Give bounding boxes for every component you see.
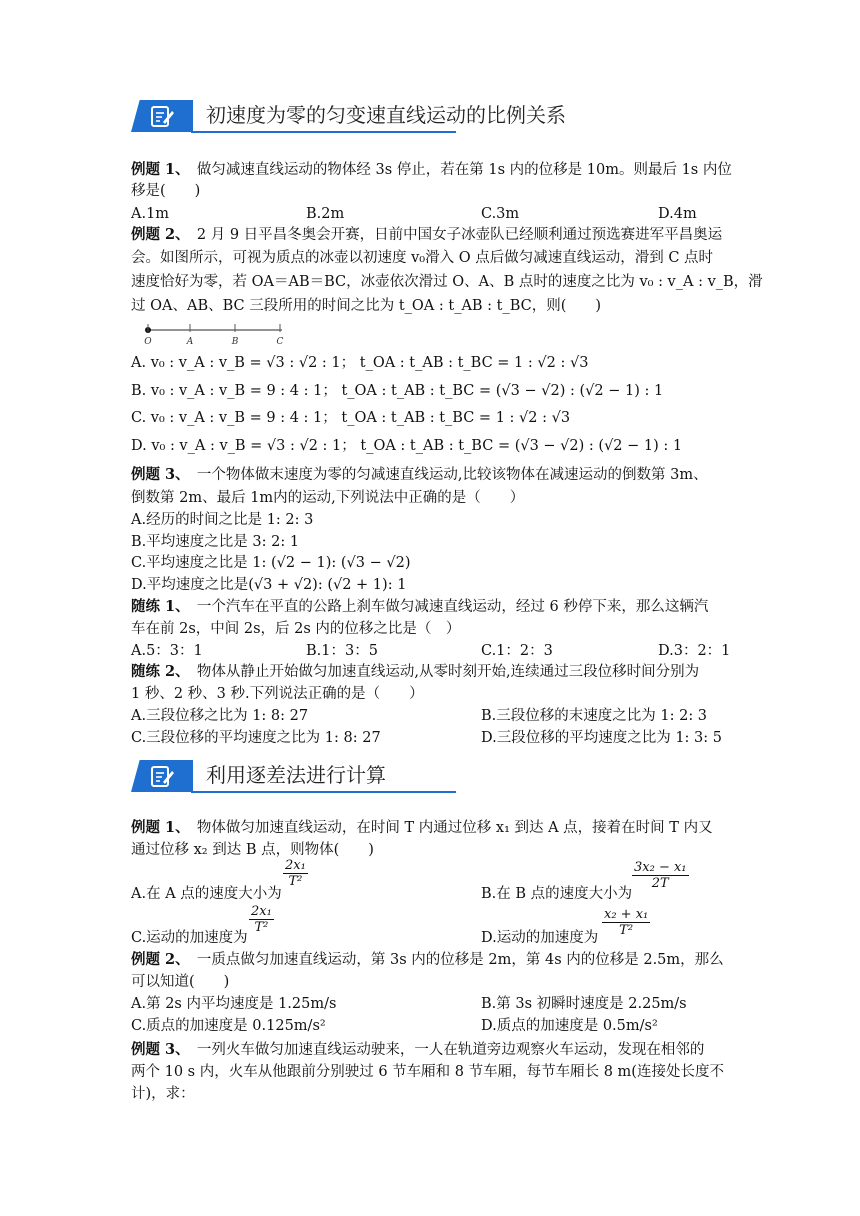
problem-line: 会。如图所示，可视为质点的冰壶以初速度 v₀滑入 O 点后做匀减速直线运动，滑到 C 点时 bbox=[131, 250, 714, 266]
option-c: C.3m bbox=[481, 206, 520, 222]
heading-underline bbox=[191, 791, 456, 793]
track-diagram bbox=[140, 322, 300, 346]
option-a: A.三段位移之比为 1: 8: 27 bbox=[131, 708, 309, 724]
option-b: B.第 3s 初瞬时速度是 2.25m/s bbox=[481, 996, 687, 1012]
problem-line: 随练 1、 一个汽车在平直的公路上刹车做匀减速直线运动，经过 6 秒停下来，那么这辆汽 bbox=[131, 598, 709, 615]
problem-line: 速度恰好为零，若 OA＝AB＝BC，冰壶依次滑过 O、A、B 点时的速度之比为 v₀ : v_A : v_B，滑 bbox=[131, 274, 763, 290]
problem-line: 通过位移 x₂ 到达 B 点，则物体( ) bbox=[131, 842, 374, 858]
notepad-pen-icon bbox=[149, 103, 175, 129]
option-a: A.在 A 点的速度大小为 bbox=[131, 886, 282, 902]
option-d: D.三段位移的平均速度之比为 1: 3: 5 bbox=[481, 730, 722, 746]
option-b: B.在 B 点的速度大小为 bbox=[481, 886, 633, 902]
option-a: A.1m bbox=[131, 206, 170, 222]
section-heading-1 bbox=[131, 100, 591, 140]
fraction-d: $\frac{\text{x₂ + x₁}}{\text{T²}}$ bbox=[604, 907, 649, 938]
option-c: C.平均速度之比是 1: (√2 − 1): (√3 − √2) bbox=[131, 555, 411, 571]
option-c: C.1：2：3 bbox=[481, 643, 553, 659]
option-b: B. v₀ : v_A : v_B = 9 : 4 : 1； t_OA : t_AB : t_BC = (√3 − √2) : (√2 − 1) : 1 bbox=[131, 383, 664, 399]
problem-line: 例题 3、 一个物体做末速度为零的匀减速直线运动,比较该物体在减速运动的倒数第 3m、 bbox=[131, 466, 708, 483]
problem-line: 例题 2、 一质点做匀加速直线运动，第 3s 内的位移是 2m，第 4s 内的位移是 2.5m，那么 bbox=[131, 951, 724, 968]
option-c: C.运动的加速度为 bbox=[131, 930, 248, 946]
fraction-b: $\frac{\text{3x₂ − x₁}}{2T}$ bbox=[634, 860, 687, 891]
problem-line: 例题 2、 2 月 9 日平昌冬奥会开赛，日前中国女子冰壶队已经顺利通过预选赛进军平昌奥运 bbox=[131, 226, 723, 243]
problem-line: 例题 3、 一列火车做匀加速直线运动驶来，一人在轨道旁边观察火车运动，发现在相邻的 bbox=[131, 1041, 705, 1058]
fraction-a: $\frac{\text{2x₁}}{\text{T²}}$ bbox=[285, 858, 306, 889]
problem-line: 可以知道( ) bbox=[131, 974, 230, 990]
option-d: D. v₀ : v_A : v_B = √3 : √2 : 1； t_OA : t_AB : t_BC = (√3 − √2) : (√2 − 1) : 1 bbox=[131, 438, 683, 454]
option-d: D.运动的加速度为 bbox=[481, 930, 599, 946]
option-a: A.第 2s 内平均速度是 1.25m/s bbox=[131, 996, 337, 1012]
notepad-pen-icon bbox=[149, 763, 175, 789]
option-d: D.4m bbox=[658, 206, 697, 222]
problem-line: 随练 2、 物体从静止开始做匀加速直线运动,从零时刻开始,连续通过三段位移时间分别为 bbox=[131, 663, 700, 680]
axis-label-b: B bbox=[231, 337, 239, 346]
option-b: B.三段位移的末速度之比为 1: 2: 3 bbox=[481, 708, 708, 724]
option-d: D.平均速度之比是(√3 + √2): (√2 + 1): 1 bbox=[131, 577, 407, 593]
problem-line: 两个 10 s 内，火车从他跟前分别驶过 6 节车厢和 8 节车厢，每节车厢长 8 m(连接处长度不 bbox=[131, 1064, 724, 1080]
section-title: 利用逐差法进行计算 bbox=[206, 763, 386, 787]
option-a: A.经历的时间之比是 1: 2: 3 bbox=[131, 512, 314, 528]
option-d: D.3：2：1 bbox=[658, 643, 731, 659]
option-c: C.质点的加速度是 0.125m/s² bbox=[131, 1018, 326, 1034]
problem-line: 倒数第 2m、最后 1m内的运动,下列说法中正确的是（ ） bbox=[131, 490, 525, 506]
heading-underline bbox=[191, 131, 456, 133]
option-c: C.三段位移的平均速度之比为 1: 8: 27 bbox=[131, 730, 381, 746]
problem-line: 计)，求： bbox=[131, 1086, 195, 1102]
problem-line: 例题 1、 物体做匀加速直线运动，在时间 T 内通过位移 x₁ 到达 A 点，接着在时间 T 内又 bbox=[131, 819, 713, 836]
option-b: B.1：3：5 bbox=[306, 643, 378, 659]
option-a: A.5：3：1 bbox=[131, 643, 203, 659]
option-c: C. v₀ : v_A : v_B = 9 : 4 : 1； t_OA : t_AB : t_BC = 1 : √2 : √3 bbox=[131, 410, 571, 426]
problem-line: 过 OA、AB、BC 三段所用的时间之比为 t_OA : t_AB : t_BC，则( ) bbox=[131, 298, 602, 314]
axis-label-a: A bbox=[186, 337, 194, 346]
option-d: D.质点的加速度是 0.5m/s² bbox=[481, 1018, 658, 1034]
problem-line: 1 秒、2 秒、3 秒.下列说法正确的是（ ） bbox=[131, 686, 424, 702]
option-b: B.2m bbox=[306, 206, 345, 222]
problem-line: 车在前 2s，中间 2s，后 2s 内的位移之比是（ ） bbox=[131, 621, 461, 637]
axis-label-o: O bbox=[144, 337, 152, 346]
problem-line: 例题 1、 做匀减速直线运动的物体经 3s 停止，若在第 1s 内的位移是 10m。则最后 1s 内位 bbox=[131, 161, 732, 178]
axis-label-c: C bbox=[276, 337, 284, 346]
section-heading-2 bbox=[131, 760, 591, 800]
section-title: 初速度为零的匀变速直线运动的比例关系 bbox=[206, 103, 566, 127]
option-a: A. v₀ : v_A : v_B = √3 : √2 : 1； t_OA : t_AB : t_BC = 1 : √2 : √3 bbox=[131, 355, 589, 371]
fraction-c: $\frac{\text{2x₁}}{\text{T²}}$ bbox=[251, 904, 272, 935]
problem-line: 移是( ) bbox=[131, 183, 201, 199]
option-b: B.平均速度之比是 3: 2: 1 bbox=[131, 534, 300, 550]
